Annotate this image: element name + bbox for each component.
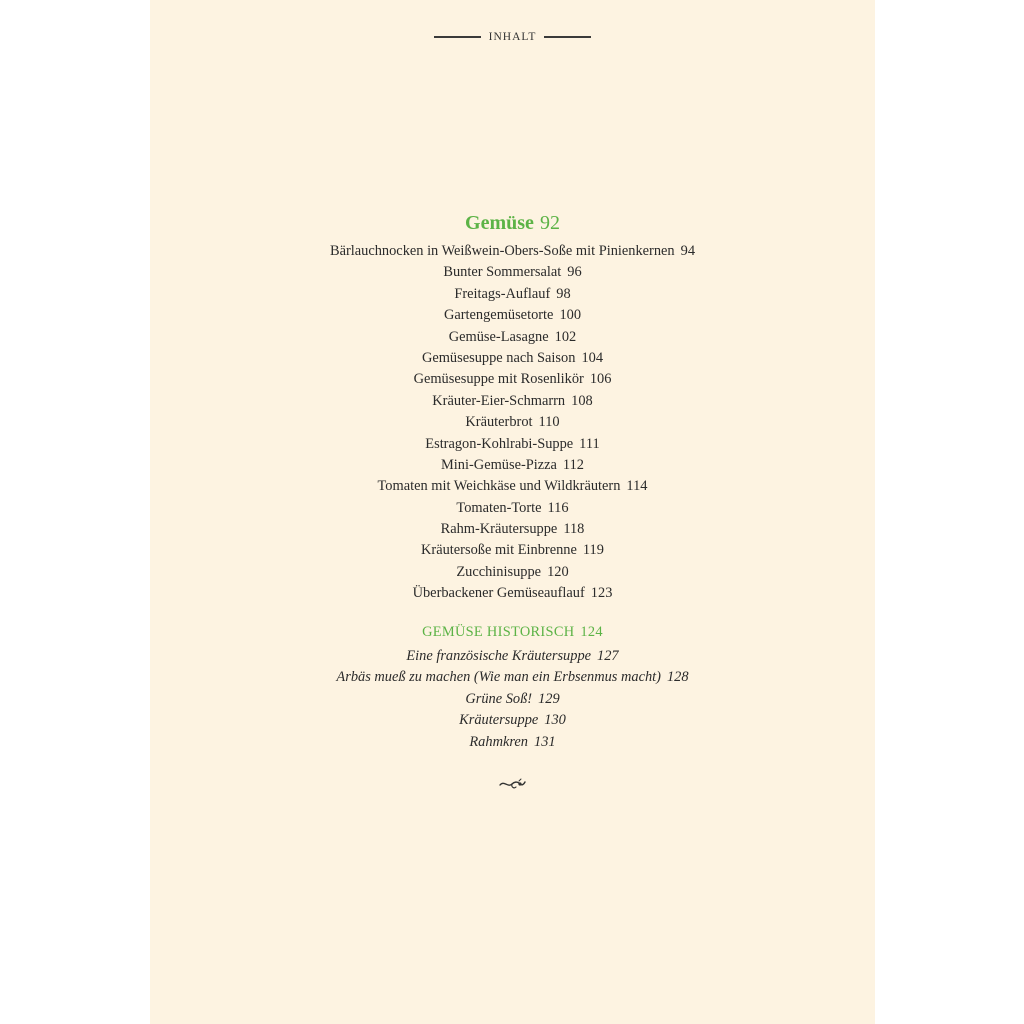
entry-title: Mini-Gemüse-Pizza — [441, 456, 557, 473]
recipe-entry — [150, 455, 875, 476]
entry-title: Kräuter-Eier-Schmarrn — [432, 392, 566, 409]
recipe-entry — [150, 241, 875, 262]
recipe-entry — [150, 412, 875, 433]
entry-title: Freitags-Auflauf — [454, 285, 551, 302]
historical-page-number: 124 — [580, 624, 603, 640]
entry-page-number: 128 — [666, 669, 689, 686]
entry-page-number: 104 — [581, 349, 604, 366]
entry-page-number: 100 — [559, 307, 582, 324]
entry-title: Gemüsesuppe nach Saison — [421, 349, 576, 366]
entry-title: Kräutersuppe — [459, 712, 539, 729]
recipe-entry — [150, 305, 875, 326]
entry-page-number: 127 — [597, 648, 619, 664]
recipe-entry — [150, 327, 875, 348]
entry-title: Tomaten mit Weichkäse und Wildkräutern — [377, 478, 621, 495]
recipe-entry — [150, 391, 875, 412]
entry-page-number: 120 — [547, 563, 569, 580]
header-rule-left — [434, 36, 481, 38]
entry-page-number: 118 — [563, 521, 585, 538]
recipe-entry — [150, 284, 875, 305]
historical-recipe-entry — [150, 689, 875, 710]
entry-page-number: 119 — [582, 542, 604, 559]
recipe-list — [150, 241, 875, 605]
entry-title: Gartengemüsetorte — [443, 307, 554, 324]
entry-page-number: 110 — [538, 414, 560, 431]
historical-recipe-entry — [150, 667, 875, 688]
recipe-entry — [150, 262, 875, 283]
entry-page-number: 102 — [554, 328, 577, 345]
entry-page-number: 114 — [626, 478, 648, 495]
recipe-entry — [150, 540, 875, 561]
entry-title: Estragon-Kohlrabi-Suppe — [425, 435, 574, 452]
entry-title: Grüne Soß! — [465, 690, 533, 707]
entry-title: Arbäs mueß zu machen (Wie man ein Erbsenmus macht) — [336, 669, 661, 686]
entry-page-number: 108 — [571, 392, 593, 409]
section-heading — [150, 212, 875, 235]
entry-title: Eine französische Kräutersuppe — [406, 648, 592, 664]
historical-recipe-list — [150, 646, 875, 753]
section-page-number: 92 — [539, 212, 560, 234]
entry-page-number: 94 — [680, 243, 696, 259]
entry-title: Gemüsesuppe mit Rosenlikör — [413, 371, 584, 388]
recipe-entry — [150, 369, 875, 390]
historical-recipe-entry — [150, 732, 875, 753]
entry-title: Kräuterbrot — [465, 414, 533, 431]
entry-title: Gemüse-Lasagne — [448, 328, 549, 345]
entry-title: Tomaten-Torte — [456, 499, 542, 516]
section-title: Gemüse — [465, 212, 534, 234]
entry-title: Kräutersoße mit Einbrenne — [421, 542, 577, 559]
entry-page-number: 130 — [544, 712, 566, 729]
recipe-entry — [150, 583, 875, 604]
recipe-entry — [150, 562, 875, 583]
entry-page-number: 112 — [562, 456, 584, 473]
entry-page-number: 96 — [567, 264, 582, 281]
entry-title: Rahm-Kräutersuppe — [440, 521, 558, 538]
recipe-entry — [150, 519, 875, 540]
entry-title: Bunter Sommersalat — [443, 264, 562, 281]
historical-recipe-entry — [150, 710, 875, 731]
entry-page-number: 116 — [547, 499, 569, 516]
recipe-entry — [150, 476, 875, 497]
entry-page-number: 131 — [534, 733, 556, 750]
historical-recipe-entry — [150, 646, 875, 667]
entry-title: Überbackener Gemüseauflauf — [412, 585, 585, 602]
entry-page-number: 123 — [590, 585, 613, 602]
historical-title: GEMÜSE HISTORISCH — [422, 624, 575, 640]
entry-page-number: 111 — [579, 435, 600, 452]
entry-title: Rahmkren — [469, 733, 528, 750]
entry-title: Zucchinisuppe — [456, 563, 542, 580]
historical-heading — [150, 624, 875, 641]
entry-page-number: 129 — [538, 690, 560, 707]
book-page — [150, 0, 875, 1024]
recipe-entry — [150, 498, 875, 519]
header-label: INHALT — [488, 31, 537, 43]
fleuron-ornament-icon — [497, 776, 527, 792]
entry-page-number: 106 — [589, 371, 612, 388]
entry-title: Bärlauchnocken in Weißwein-Obers-Soße mit Pinienkernen — [329, 243, 675, 259]
header-rule-right — [544, 36, 591, 38]
recipe-entry — [150, 348, 875, 369]
page-header — [150, 31, 875, 43]
recipe-entry — [150, 434, 875, 455]
entry-page-number: 98 — [556, 285, 571, 302]
